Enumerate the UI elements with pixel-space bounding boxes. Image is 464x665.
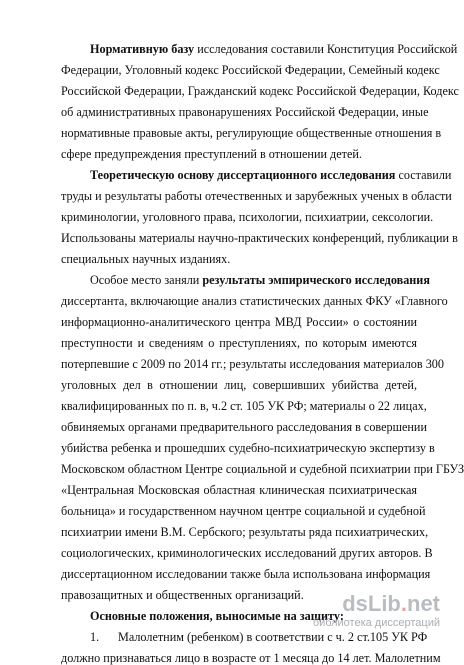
bold-term: Нормативную базу (90, 42, 195, 56)
dslib-watermark (290, 591, 440, 631)
text-line: социологических, криминологических исследований других авторов. В (61, 546, 433, 560)
text-line: потерпевшие с 2009 по 2014 гг.; результаты исследования материалов 300 (61, 357, 444, 371)
section-heading: Основные положения, выносимые на защиту: (90, 609, 344, 623)
text-line: Теоретическую основу диссертационного исследования составили (90, 168, 452, 182)
text-line: диссертационном исследовании также была использована информация (61, 567, 431, 581)
text-line: сфере предупреждения преступлений в отношении детей. (61, 147, 362, 161)
text-line: криминологии, уголовного права, психологии, психиатрии, сексологии. (61, 210, 434, 224)
text-line: убийства ребенка и прошедших судебно-психиатрическую экспертизу в (61, 441, 435, 455)
text-line: Федерации, Уголовный кодекс Российской Федерации, Семейный кодекс (61, 63, 440, 77)
text-line: Малолетним (ребенком) в соответствии с ч. 2 ст.105 УК РФ (118, 630, 428, 644)
text-line: должно признаваться лицо в возрасте от 1 месяца до 14 лет. Малолетним (61, 651, 441, 665)
text-line: Особое место заняли результаты эмпирического исследования (90, 273, 430, 287)
text-line: Российской Федерации, Гражданский кодекс Российской Федерации, Кодекс (61, 84, 459, 98)
text-line: психиатрии имени В.М. Сербского; результаты ряда психиатрических, (61, 525, 429, 539)
bold-term: Теоретическую основу диссертационного исследования (90, 168, 396, 182)
list-number: 1. (90, 630, 100, 644)
text-line: уголовных дел в отношении лиц, совершивших убийства детей, (61, 378, 417, 392)
text-line: квалифицированных по п. в, ч.2 ст. 105 УК РФ; материалы о 22 лицах, (61, 399, 427, 413)
text-line: Нормативную базу исследования составили Конституция Российской (90, 42, 458, 56)
bold-term: результаты эмпирического исследования (202, 273, 430, 287)
text-line: преступности и сведениям о преступлениях, по которым имеются (61, 336, 417, 350)
dslib-logo: dsLib.net (342, 591, 440, 616)
text-line: больница» и государственном научном центре социальной и судебной (61, 504, 426, 518)
text-line: Московском областном Центре социальной и судебной психиатрии при ГБУЗ (61, 462, 464, 476)
text-line: нормативные правовые акты, регулирующие общественные отношения в (61, 126, 442, 140)
text-line: об административных правонарушениях Российской Федерации, иные (61, 105, 429, 119)
text-line: диссертанта, включающие анализ статистических данных ФКУ «Главного (61, 294, 448, 308)
text-line: специальных научных изданиях. (61, 252, 231, 266)
text-line: обвиняемых органами предварительного расследования в совершении (61, 420, 427, 434)
text-line: «Центральная Московская областная клиническая психиатрическая (61, 483, 417, 497)
text-line: труды и результаты работы отечественных и зарубежных ученых в области (61, 189, 452, 203)
text-line: правозащитных и общественных организаций. (61, 588, 304, 602)
watermark-subtitle: библиотека диссертаций (312, 617, 440, 629)
text-line: информационно-аналитического центра МВД России» о состоянии (61, 315, 417, 329)
text-line: Использованы материалы научно-практических конференций, публикации в (61, 231, 458, 245)
